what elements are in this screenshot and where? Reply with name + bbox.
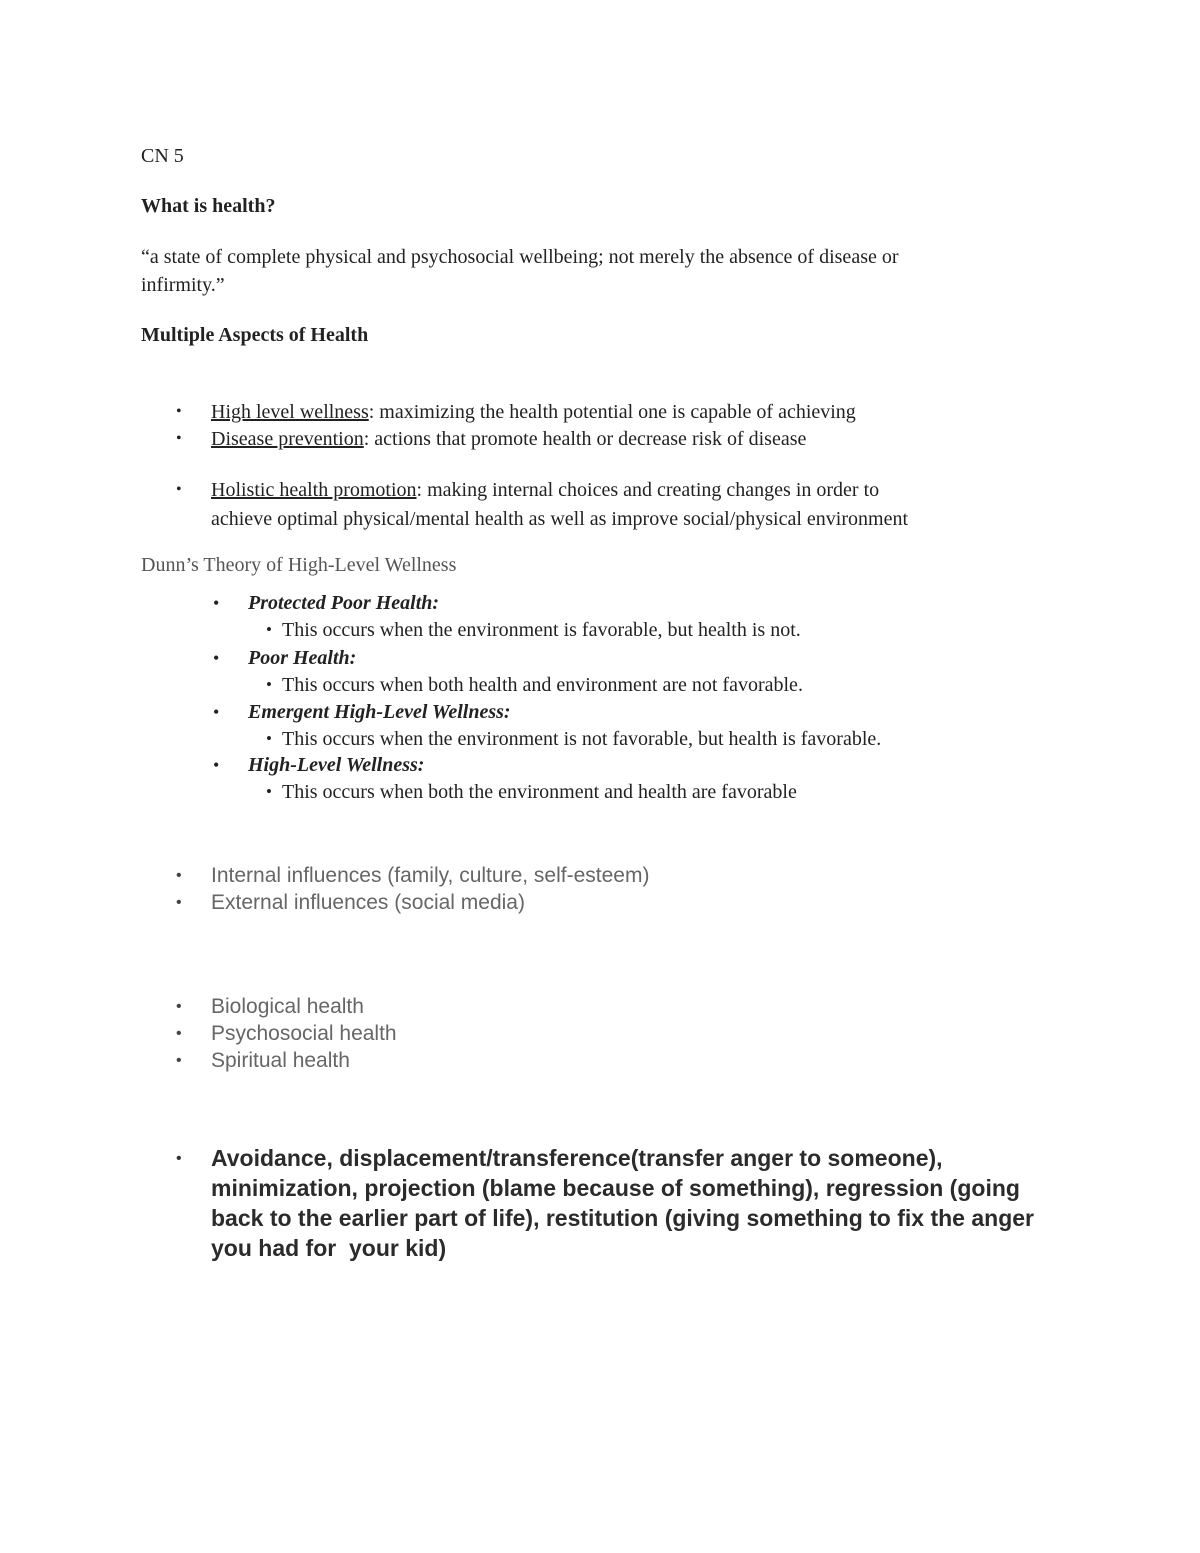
bullet-icon: • xyxy=(213,702,220,722)
bullet-icon: • xyxy=(176,1150,182,1167)
aspects-heading: Multiple Aspects of Health xyxy=(141,324,369,346)
dunn-desc-4: This occurs when both the environment and health are favorable xyxy=(282,781,797,803)
aspect-item-3 xyxy=(211,476,879,504)
aspect-term: Disease prevention xyxy=(211,428,364,450)
sub-bullet-icon: • xyxy=(266,675,272,694)
quote-line-1: “a state of complete physical and psychosocial wellbeing; not merely the absence of disease or xyxy=(141,246,899,268)
defense-line-2: minimization, projection (blame because of something), regression (going xyxy=(211,1175,1020,1201)
bullet-icon: • xyxy=(213,755,220,775)
doc-title: CN 5 xyxy=(141,145,184,167)
bullet-icon: • xyxy=(176,867,182,884)
question-heading: What is health? xyxy=(141,195,276,217)
aspect-desc: : actions that promote health or decrease risk of disease xyxy=(363,428,807,450)
aspect-desc: : maximizing the health potential one is capable of achieving xyxy=(368,401,856,423)
dunn-heading: Dunn’s Theory of High-Level Wellness xyxy=(141,554,457,576)
aspect-item-3-cont: achieve optimal physical/mental health as well as improve social/physical environment xyxy=(211,508,909,530)
defense-line-3: back to the earlier part of life), restitution (giving something to fix the anger xyxy=(211,1205,1034,1231)
aspect-item-1 xyxy=(211,398,856,426)
aspect-term: Holistic health promotion xyxy=(211,479,417,501)
bullet-icon: • xyxy=(176,894,182,911)
bullet-icon: • xyxy=(176,430,182,447)
sub-bullet-icon: • xyxy=(266,782,272,801)
dunn-term-1: Protected Poor Health: xyxy=(248,592,440,614)
aspect-term: High level wellness xyxy=(211,401,369,423)
health-type-3: Spiritual health xyxy=(211,1049,350,1072)
influence-item-2: External influences (social media) xyxy=(211,891,525,914)
bullet-icon: • xyxy=(176,1025,182,1042)
aspect-desc: : making internal choices and creating changes in order to xyxy=(416,479,880,501)
quote-line-2: infirmity.” xyxy=(141,274,225,296)
bullet-icon: • xyxy=(213,593,220,613)
influence-item-1: Internal influences (family, culture, self-esteem) xyxy=(211,864,650,887)
defense-line-1: Avoidance, displacement/transference(transfer anger to someone), xyxy=(211,1145,943,1171)
health-type-2: Psychosocial health xyxy=(211,1022,397,1045)
defense-line-4: you had for your kid) xyxy=(211,1235,447,1261)
bullet-icon: • xyxy=(176,998,182,1015)
bullet-icon: • xyxy=(176,403,182,420)
bullet-icon: • xyxy=(176,481,182,498)
health-type-1: Biological health xyxy=(211,995,364,1018)
sub-bullet-icon: • xyxy=(266,729,272,748)
aspect-item-2 xyxy=(211,425,806,453)
dunn-term-4: High-Level Wellness: xyxy=(248,754,425,776)
dunn-desc-1: This occurs when the environment is favorable, but health is not. xyxy=(282,619,801,641)
bullet-icon: • xyxy=(176,1052,182,1069)
dunn-desc-2: This occurs when both health and environment are not favorable. xyxy=(282,674,803,696)
dunn-term-3: Emergent High-Level Wellness: xyxy=(248,701,511,723)
sub-bullet-icon: • xyxy=(266,620,272,639)
dunn-term-2: Poor Health: xyxy=(248,647,357,669)
dunn-desc-3: This occurs when the environment is not favorable, but health is favorable. xyxy=(282,728,882,750)
bullet-icon: • xyxy=(213,648,220,668)
